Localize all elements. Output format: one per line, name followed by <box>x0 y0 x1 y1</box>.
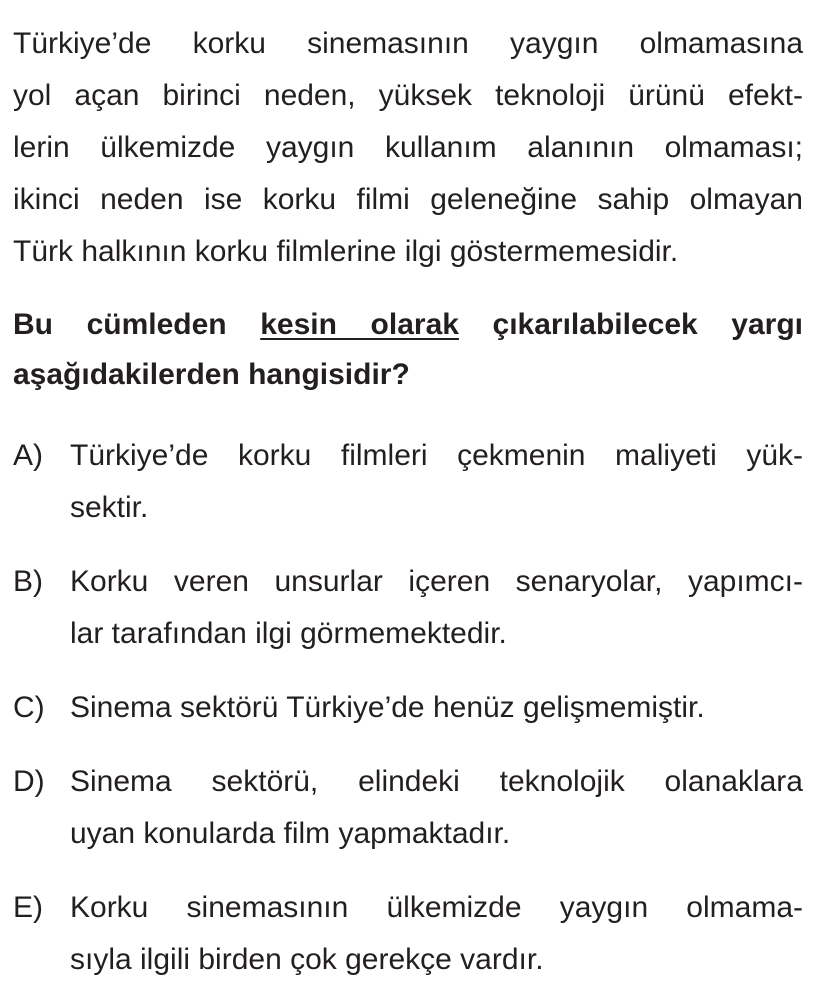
option-e[interactable] <box>13 882 803 986</box>
option-text: lar tarafından ilgi görmemektedir. <box>70 617 507 650</box>
answer-options <box>13 430 803 986</box>
option-b[interactable] <box>13 556 803 660</box>
option-text: uyan konularda film yapmaktadır. <box>70 817 511 850</box>
option-text: Türkiye’de korku filmleri çekmenin maliyeti yük- <box>70 439 803 472</box>
passage-line: Türkiye’de korku sinemasının yaygın olmamasına <box>13 27 803 60</box>
option-letter: D) <box>13 765 45 798</box>
passage-line: Türk halkının korku filmlerine ilgi göstermemesidir. <box>13 235 679 268</box>
option-a[interactable] <box>13 430 803 534</box>
question-page <box>13 18 803 986</box>
option-text: Sinema sektörü, elindeki teknolojik olanaklara <box>70 765 803 798</box>
question-line: aşağıdakilerden hangisidir? <box>13 358 410 391</box>
question-emphasis: kesin olarak <box>260 308 459 341</box>
option-letter: A) <box>13 439 43 472</box>
option-text: sıyla ilgili birden çok gerekçe vardır. <box>70 943 544 976</box>
option-c[interactable] <box>13 682 803 734</box>
option-d[interactable] <box>13 756 803 860</box>
passage-line: lerin ülkemizde yaygın kullanım alanının olmaması; <box>13 131 803 164</box>
passage-line: yol açan birinci neden, yüksek teknoloji ürünü efekt- <box>13 79 803 112</box>
option-text: Sinema sektörü Türkiye’de henüz gelişmemiştir. <box>70 691 705 724</box>
option-text: Korku sinemasının ülkemizde yaygın olmama- <box>70 891 803 924</box>
passage-text <box>13 18 803 278</box>
passage-line: ikinci neden ise korku filmi geleneğine sahip olmayan <box>13 183 803 216</box>
option-text: Korku veren unsurlar içeren senaryolar, yapımcı- <box>70 565 803 598</box>
option-letter: C) <box>13 691 45 724</box>
question-line <box>13 300 803 350</box>
option-letter: E) <box>13 891 43 924</box>
option-letter: B) <box>13 565 43 598</box>
option-text: sektir. <box>70 491 149 524</box>
question-text-after: çıkarılabilecek yargı <box>458 308 803 341</box>
question-stem <box>13 300 803 400</box>
question-text-before: Bu cümleden <box>13 308 261 341</box>
